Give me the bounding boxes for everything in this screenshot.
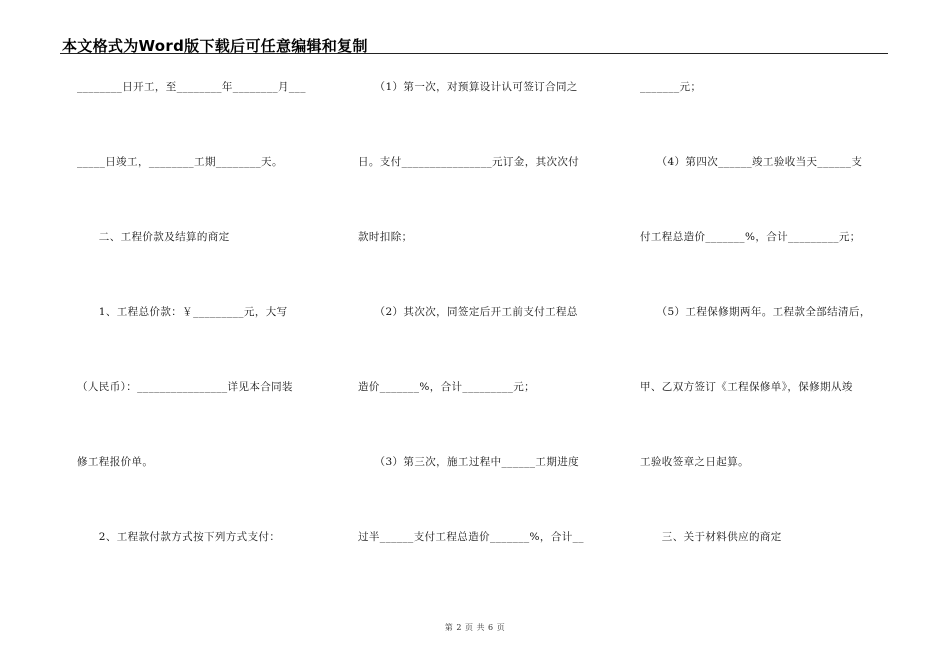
text-line: 款时扣除； [358,231,413,243]
text-line: 修工程报价单。 [77,456,154,468]
text-line: 2、工程款付款方式按下列方式支付： [77,531,281,543]
text-line: （2）其次次，同签定后开工前支付工程总 [358,306,578,318]
text-line: （5）工程保修期两年。工程款全部结清后， [640,306,871,318]
text-line: 二、工程价款及结算的商定 [77,231,230,243]
text-line: 过半______支付工程总造价_______%，合计__ [358,531,584,543]
text-line: 1、工程总价款：￥_________元，大写 [77,306,288,318]
text-line: 日。支付________________元订金，其次次付 [358,156,580,168]
text-line: 付工程总造价_______%，合计_________元； [640,231,861,243]
header-divider [60,53,888,54]
text-line: _______元； [640,81,702,93]
text-line: 甲、乙双方签订《工程保修单》，保修期从竣 [640,381,853,393]
text-line: 三、关于材料供应的商定 [640,531,782,543]
text-line: 工验收签章之日起算。 [640,456,749,468]
text-line: ________日开工，至________年________月___ [77,81,306,93]
text-line: （3）第三次，施工过程中______工期进度 [358,456,580,468]
text-line: （1）第一次，对预算设计认可签订合同之 [358,81,578,93]
page-number-footer: 第 2 页 共 6 页 [444,623,506,632]
document-header-title: 本文格式为Word版下载后可任意编辑和复制 [62,37,368,55]
text-line: _____日竣工，________工期________天。 [77,156,283,168]
text-line: （4）第四次______竣工验收当天______支 [640,156,863,168]
text-line: （人民币）：________________详见本合同装 [77,381,293,393]
text-line: 造价_______%，合计_________元； [358,381,536,393]
